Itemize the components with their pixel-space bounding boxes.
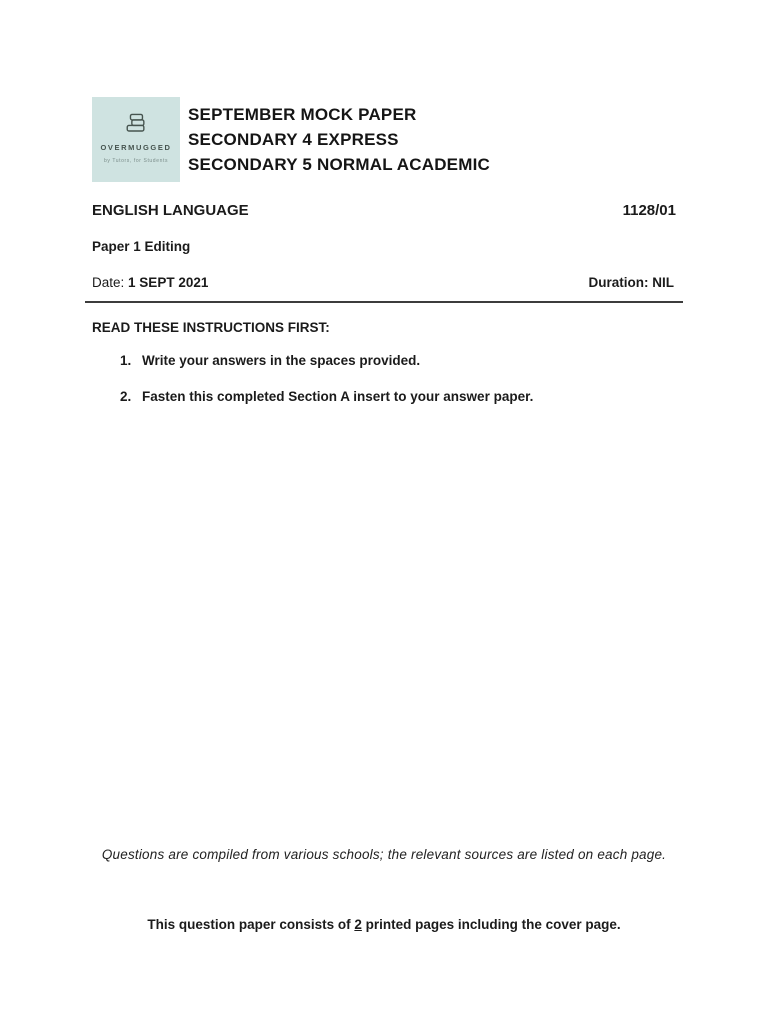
date-field — [92, 275, 208, 290]
instruction-number: 1. — [120, 353, 132, 368]
sources-note: Questions are compiled from various schools; the relevant sources are listed on each page. — [101, 847, 667, 862]
date-value: 1 SEPT 2021 — [128, 275, 209, 290]
instruction-item — [120, 389, 533, 404]
instruction-item — [120, 353, 420, 368]
instructions-heading: READ THESE INSTRUCTIONS FIRST: — [92, 320, 330, 335]
page-count-value: 2 — [354, 917, 362, 932]
instruction-number: 2. — [120, 389, 132, 404]
page-count-prefix: This question paper consists of — [147, 917, 355, 932]
date-label: Date: — [92, 275, 125, 290]
overmugged-logo — [92, 97, 180, 182]
logo-name: OVERMUGGED — [100, 143, 172, 152]
instruction-text: Fasten this completed Section A insert to your answer paper. — [142, 389, 534, 404]
paper-name: Paper 1 Editing — [92, 239, 191, 254]
title-line-1: SEPTEMBER MOCK PAPER — [188, 105, 417, 124]
title-line-2: SECONDARY 4 EXPRESS — [188, 130, 399, 149]
page-count-note — [0, 917, 768, 932]
subject-row — [92, 202, 676, 219]
stacked-books-icon — [121, 113, 151, 137]
logo-tagline: by Tutors, for Students — [103, 158, 169, 164]
instruction-text: Write your answers in the spaces provided. — [142, 353, 421, 368]
date-duration-row — [92, 275, 674, 290]
title-line-3: SECONDARY 5 NORMAL ACADEMIC — [188, 155, 490, 174]
duration-field — [588, 275, 674, 290]
duration-label: Duration: — [588, 275, 649, 290]
subject-name: ENGLISH LANGUAGE — [92, 202, 249, 219]
paper-code: 1128/01 — [622, 202, 676, 219]
page-count-suffix: printed pages including the cover page. — [361, 917, 621, 932]
duration-value: NIL — [652, 275, 674, 290]
horizontal-divider — [85, 301, 683, 303]
paper-title-block — [188, 102, 490, 177]
